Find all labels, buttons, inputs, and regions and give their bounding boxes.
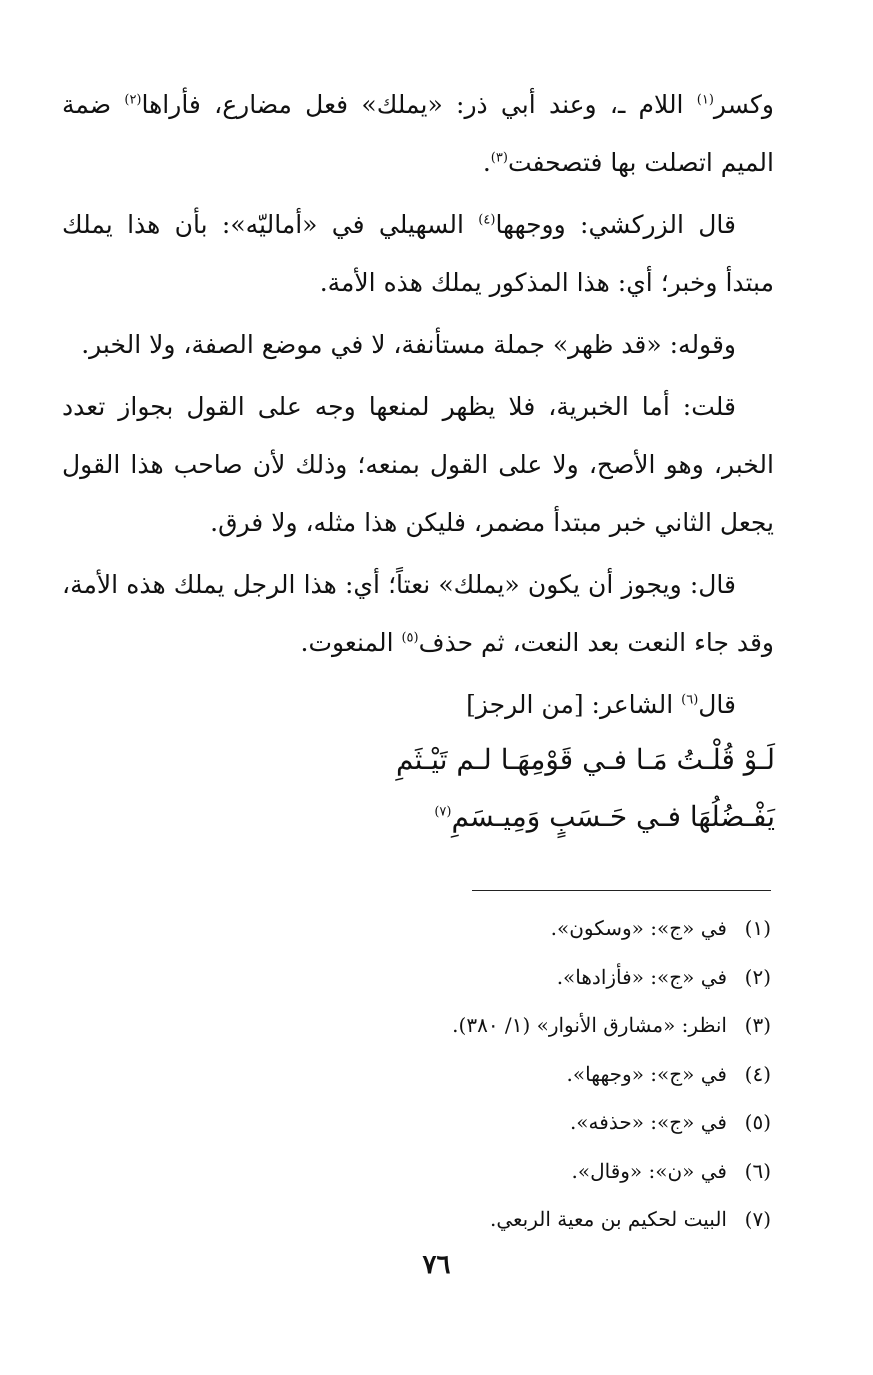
text-segment: .	[482, 148, 491, 177]
poem-line-2	[355, 795, 775, 839]
text-segment: وكسر	[713, 90, 774, 119]
page-number: ٧٦	[422, 1250, 451, 1280]
footnote-item	[171, 1001, 771, 1050]
paragraph-3	[62, 316, 774, 374]
footnote-ref: (٧)	[434, 804, 452, 820]
footnote-ref: (٥)	[401, 630, 419, 646]
poem-text: لَـوْ قُلْـتُ مَـا فـي قَوْمِهَـا لـم تَيْـثَمِ	[396, 743, 775, 776]
footnote-item	[171, 1050, 771, 1099]
footnotes	[171, 904, 771, 1244]
paragraph-1	[62, 76, 774, 192]
footnote-item	[171, 1147, 771, 1196]
footnote-divider	[472, 890, 771, 891]
footnote-number: (٢)	[744, 964, 771, 989]
footnote-text: في «ج»: «حذفه».	[569, 1110, 727, 1134]
poem-line-1	[355, 738, 775, 782]
footnote-text: في «ج»: «وجهها».	[566, 1061, 727, 1086]
poem-text: يَفْـضُلُهَا فـي حَـسَبٍ وَمِيـسَمِ	[451, 800, 775, 833]
text-segment: قال	[698, 690, 736, 719]
footnote-text: انظر: «مشارق الأنوار» (١/ ٣٨٠).	[452, 1013, 727, 1037]
footnote-ref: (٤)	[478, 212, 496, 228]
footnote-item	[171, 1098, 771, 1147]
text-segment: ضمة الميم اتصلت بها فتصحفت	[62, 90, 774, 177]
footnote-ref: (٣)	[490, 150, 508, 166]
text-segment: الشاعر: [من الرجز]	[466, 690, 682, 719]
footnote-text: البيت لحكيم بن معية الربعي.	[489, 1207, 727, 1231]
text-segment: قال: ويجوز أن يكون «يملك» نعتاً؛ أي: هذا الرجل يملك هذه الأمة، وقد جاء النعت بعد النعت، ثم حذف	[62, 570, 774, 657]
text-segment: السهيلي في «أماليّه»: بأن هذا يملك مبتدأ وخبر؛ أي: هذا المذكور يملك هذه الأمة.	[62, 210, 774, 297]
footnote-item	[171, 1195, 771, 1244]
footnote-number: (٦)	[744, 1158, 771, 1183]
footnote-number: (٥)	[744, 1110, 771, 1134]
footnote-number: (٣)	[744, 1013, 771, 1037]
paragraph-2	[62, 196, 774, 312]
paragraph-5	[62, 556, 774, 672]
text-segment: قال الزركشي: ووجهها	[495, 210, 736, 239]
footnote-ref: (١)	[696, 92, 714, 108]
footnote-ref: (٢)	[124, 92, 142, 108]
footnote-number: (١)	[744, 916, 771, 940]
paragraph-4	[62, 378, 774, 552]
footnote-item	[171, 953, 771, 1002]
footnote-ref: (٦)	[681, 692, 699, 708]
main-text	[62, 76, 774, 734]
text-segment: قلت: أما الخبرية، فلا يظهر لمنعها وجه على القول بجواز تعدد الخبر، وهو الأصح، ولا على القول بمنعه؛ وذلك لأن صاحب هذا القول يجعل الثاني خبر مبتدأ مضمر، فليكن هذا مثله، ولا فرق.	[62, 392, 774, 537]
footnote-number: (٧)	[744, 1207, 771, 1231]
footnote-item	[171, 904, 771, 953]
text-segment: اللام ـ، وعند أبي ذر: «يملك» فعل مضارع، فأراها	[141, 90, 697, 119]
footnote-text: في «ج»: «فأزادها».	[556, 964, 727, 989]
footnote-number: (٤)	[744, 1061, 771, 1086]
footnote-text: في «ج»: «وسكون».	[550, 916, 727, 940]
text-segment: المنعوت.	[300, 628, 402, 657]
text-segment: وقوله: «قد ظهر» جملة مستأنفة، لا في موضع الصفة، ولا الخبر.	[81, 330, 736, 359]
footnote-text: في «ن»: «وقال».	[571, 1158, 727, 1183]
paragraph-6	[62, 676, 774, 734]
